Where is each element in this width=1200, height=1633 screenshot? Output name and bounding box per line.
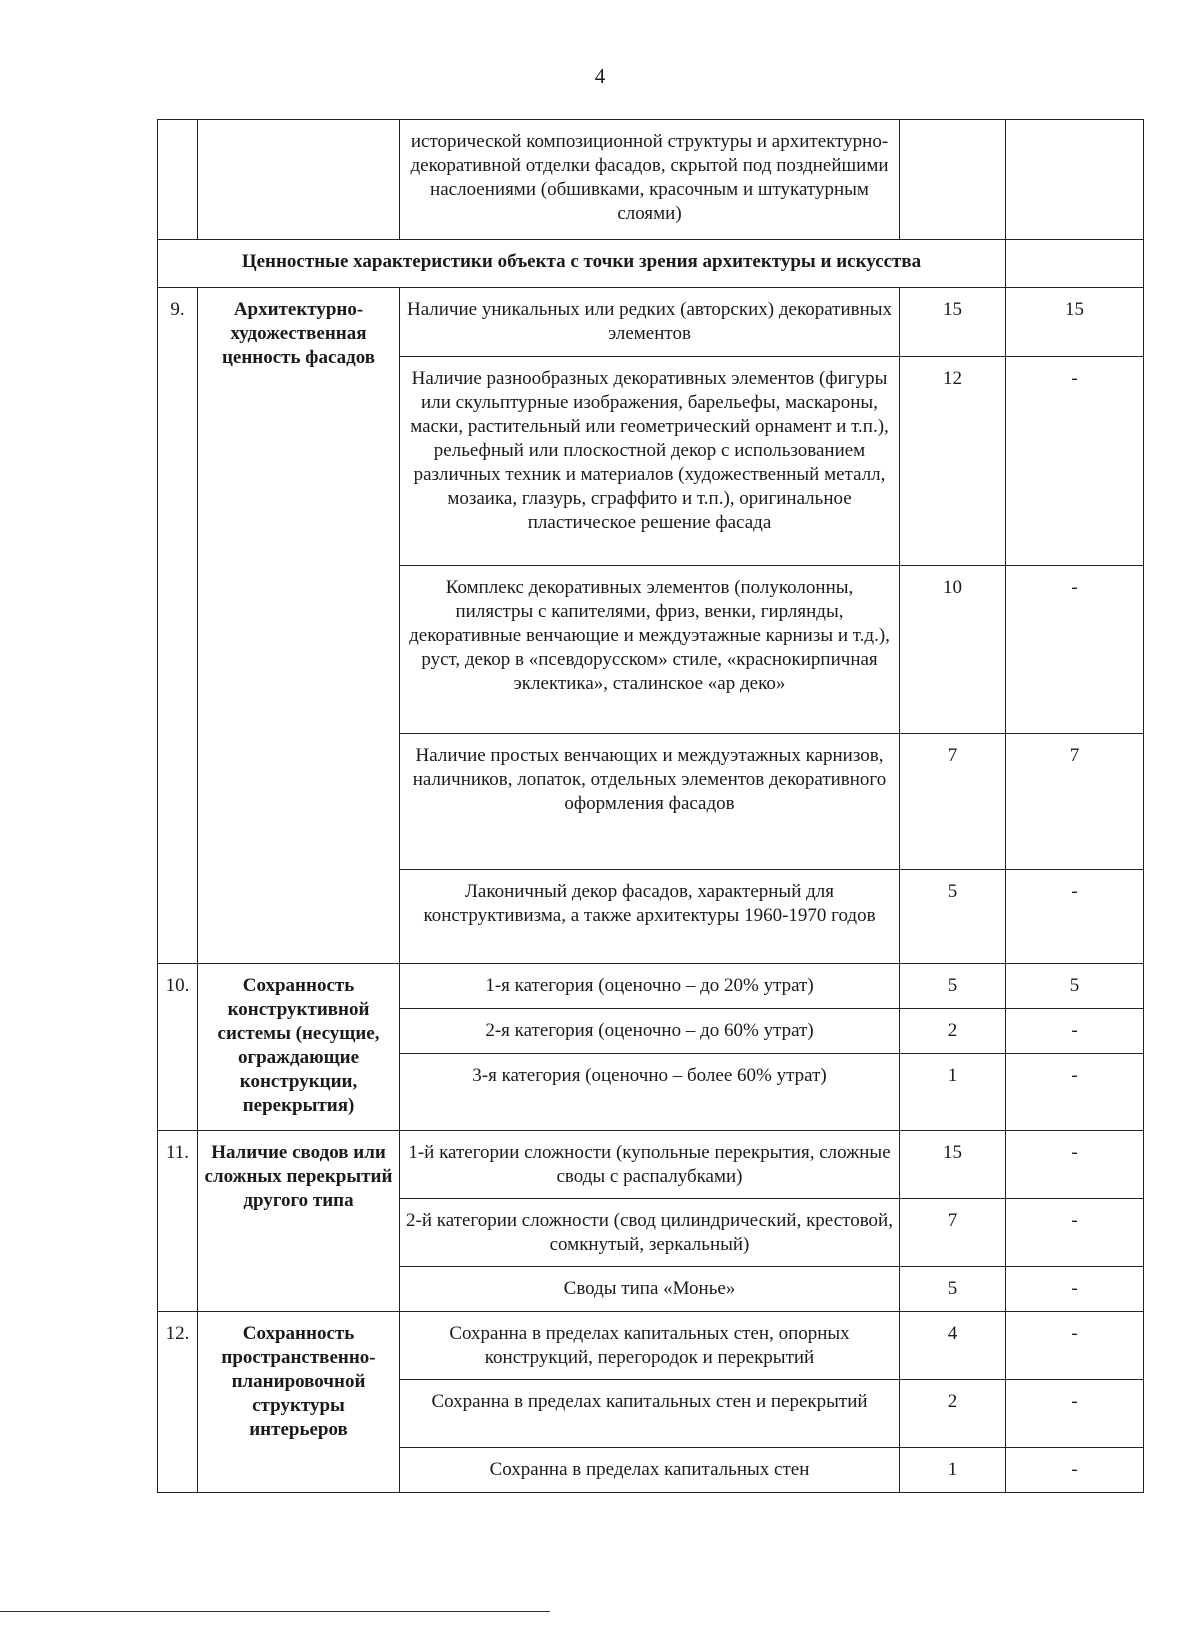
score-cell: - [1006, 566, 1144, 734]
max-score-cell: 2 [900, 1009, 1006, 1054]
description-cell: Лаконичный декор фасадов, характерный для конструктивизма, а также архитектуры 1960-1970 годов [400, 870, 900, 964]
score-cell: - [1006, 1009, 1144, 1054]
criterion-cell [198, 120, 400, 240]
number-cell [158, 120, 198, 240]
max-score-cell: 15 [900, 288, 1006, 357]
description-cell: исторической композиционной структуры и архитектурно-декоративной отделки фасадов, скрытой под позднейшими наслоениями (обшивками, красочным и штукатурным слоями) [400, 120, 900, 240]
score-cell [1006, 120, 1144, 240]
description-cell: Комплекс декоративных элементов (полуколонны, пилястры с капителями, фриз, венки, гирлянды, декоративные венчающие и междуэтажные карнизы и т.д.), руст, декор в «псевдорусском» стиле, «краснокирпичная эклектика», сталинское «ар деко» [400, 566, 900, 734]
page-number: 4 [594, 64, 606, 88]
score-cell: - [1006, 1054, 1144, 1131]
description-cell: Сохранна в пределах капитальных стен [400, 1448, 900, 1493]
max-score-cell: 10 [900, 566, 1006, 734]
score-cell: - [1006, 1380, 1144, 1448]
max-score-cell: 5 [900, 1267, 1006, 1312]
group-number: 11. [158, 1131, 198, 1312]
score-cell: - [1006, 870, 1144, 964]
description-cell: 2-я категория (оценочно – до 60% утрат) [400, 1009, 900, 1054]
section-heading-row [158, 240, 1144, 288]
score-cell: 5 [1006, 964, 1144, 1009]
description-cell: Сохранна в пределах капитальных стен, опорных конструкций, перегородок и перекрытий [400, 1312, 900, 1380]
group-number: 9. [158, 288, 198, 964]
description-cell: 2-й категории сложности (свод цилиндрический, крестовой, сомкнутый, зеркальный) [400, 1199, 900, 1267]
group-criterion: Архитектурно-художественная ценность фасадов [198, 288, 400, 964]
description-cell: 3-я категория (оценочно – более 60% утрат) [400, 1054, 900, 1131]
max-score-cell [900, 120, 1006, 240]
score-cell: - [1006, 1199, 1144, 1267]
score-cell: - [1006, 1448, 1144, 1493]
description-cell: 1-й категории сложности (купольные перекрытия, сложные своды с распалубками) [400, 1131, 900, 1199]
max-score-cell: 15 [900, 1131, 1006, 1199]
description-cell: Сохранна в пределах капитальных стен и перекрытий [400, 1380, 900, 1448]
max-score-cell: 7 [900, 734, 1006, 870]
max-score-cell: 2 [900, 1380, 1006, 1448]
group-number: 10. [158, 964, 198, 1131]
score-cell: - [1006, 357, 1144, 566]
max-score-cell: 12 [900, 357, 1006, 566]
table-row [158, 1312, 1144, 1380]
description-cell: Наличие уникальных или редких (авторских) декоративных элементов [400, 288, 900, 357]
description-cell: Наличие простых венчающих и междуэтажных карнизов, наличников, лопаток, отдельных элементов декоративного оформления фасадов [400, 734, 900, 870]
description-cell: Наличие разнообразных декоративных элементов (фигуры или скульптурные изображения, барельефы, маскароны, маски, растительный или геометрический орнамент и т.п.), рельефный или плоскостной декор с использованием различных техник и материалов (художественный металл, мозаика, глазурь, сграффито и т.п.), оригинальное пластическое решение фасада [400, 357, 900, 566]
bottom-divider [0, 1611, 550, 1612]
continuation-row [158, 120, 1144, 240]
group-criterion: Наличие сводов или сложных перекрытий другого типа [198, 1131, 400, 1312]
score-cell: - [1006, 1312, 1144, 1380]
table-row [158, 1131, 1144, 1199]
group-criterion: Сохранность пространственно-планировочной структуры интерьеров [198, 1312, 400, 1493]
score-cell: 7 [1006, 734, 1144, 870]
table-row [158, 964, 1144, 1009]
max-score-cell: 7 [900, 1199, 1006, 1267]
score-cell: - [1006, 1267, 1144, 1312]
max-score-cell: 1 [900, 1054, 1006, 1131]
group-criterion: Сохранность конструктивной системы (несущие, ограждающие конструкции, перекрытия) [198, 964, 400, 1131]
score-cell [1006, 240, 1144, 288]
criteria-table [157, 119, 1144, 1493]
table-row [158, 288, 1144, 357]
description-cell: 1-я категория (оценочно – до 20% утрат) [400, 964, 900, 1009]
score-cell: 15 [1006, 288, 1144, 357]
max-score-cell: 4 [900, 1312, 1006, 1380]
group-number: 12. [158, 1312, 198, 1493]
description-cell: Своды типа «Монье» [400, 1267, 900, 1312]
max-score-cell: 5 [900, 870, 1006, 964]
section-heading: Ценностные характеристики объекта с точки зрения архитектуры и искусства [158, 240, 1006, 288]
score-cell: - [1006, 1131, 1144, 1199]
max-score-cell: 5 [900, 964, 1006, 1009]
max-score-cell: 1 [900, 1448, 1006, 1493]
